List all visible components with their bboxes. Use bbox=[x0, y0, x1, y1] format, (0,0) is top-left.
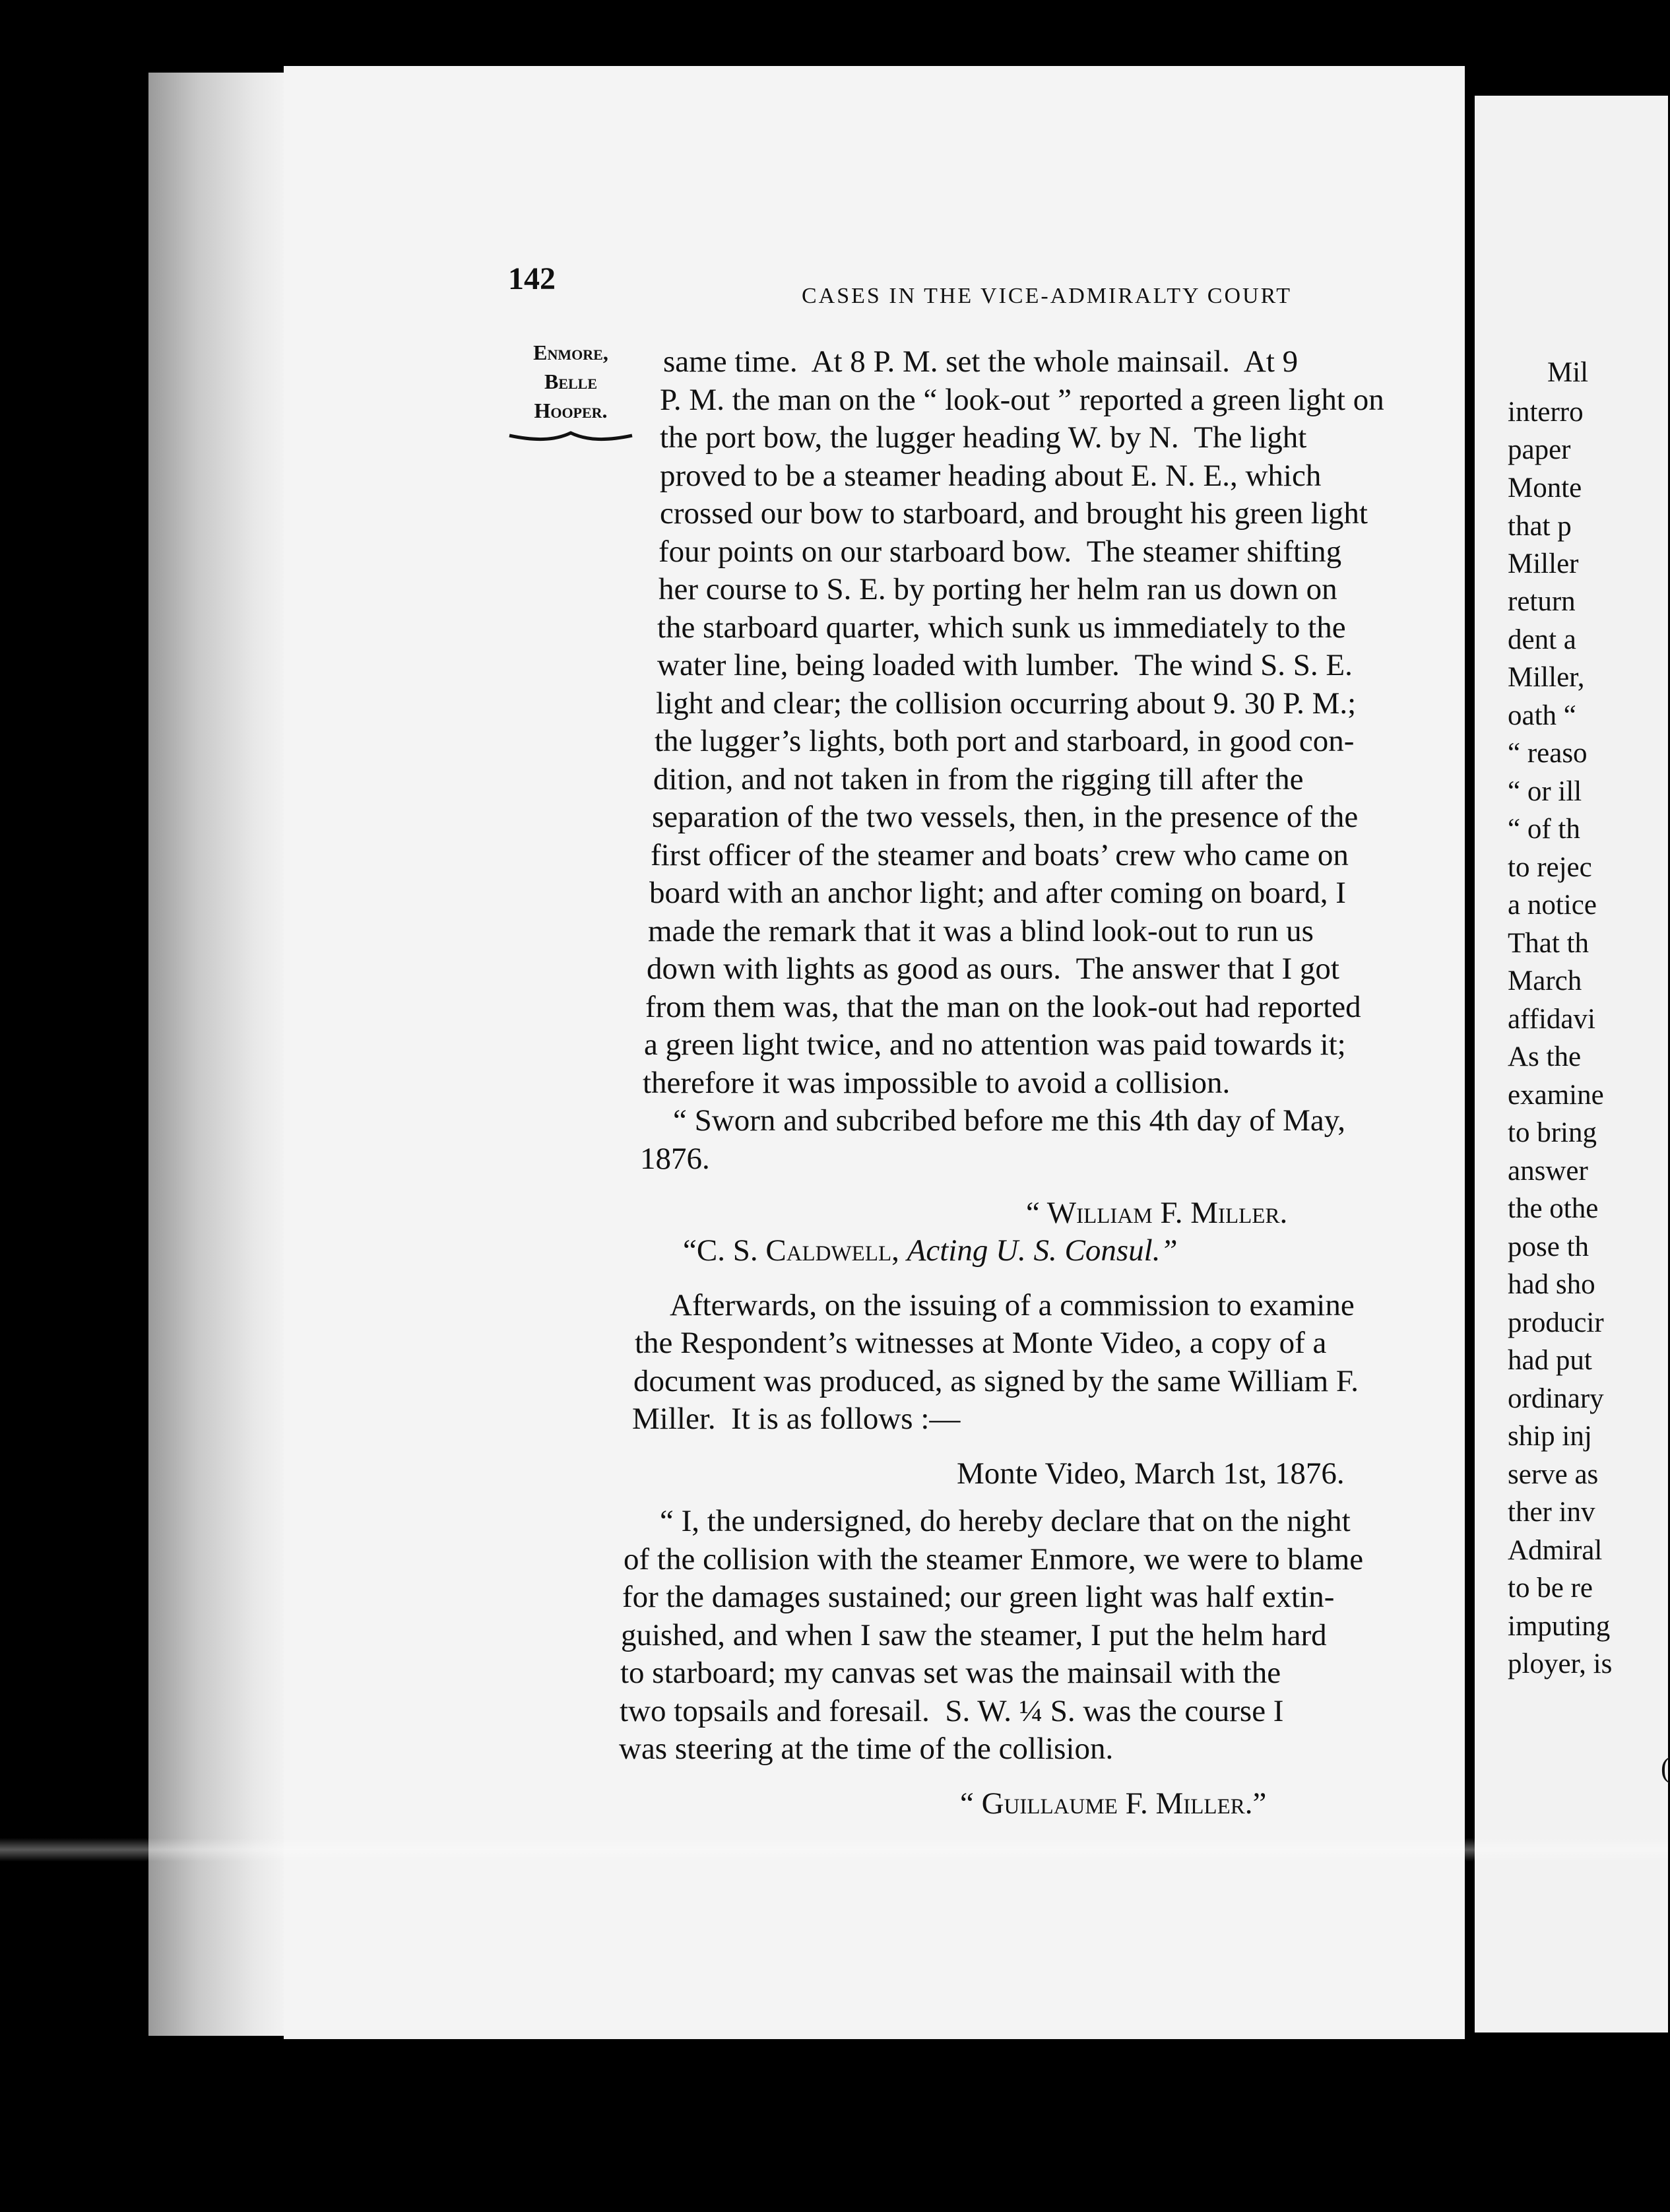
paragraph-line: Miller. It is as follows :— bbox=[632, 1402, 961, 1436]
body-line: separation of the two vessels, then, in the presence of the bbox=[652, 800, 1359, 834]
body-line: board with an anchor light; and after coming on board, I bbox=[649, 876, 1346, 910]
flourish-ornament bbox=[508, 428, 633, 442]
facing-line: paper bbox=[1508, 434, 1571, 465]
dateline: Monte Video, March 1st, 1876. bbox=[957, 1456, 1345, 1491]
declaration-line: for the damages sustained; our green light was half extin- bbox=[622, 1580, 1335, 1614]
facing-line: a notice bbox=[1508, 890, 1597, 921]
case-sidenote bbox=[505, 338, 637, 442]
facing-line: that p bbox=[1508, 511, 1572, 542]
facing-line: had sho bbox=[1508, 1269, 1595, 1300]
body-line: crossed our bow to starboard, and brought his green light bbox=[660, 496, 1368, 531]
page-edge bbox=[148, 73, 290, 2036]
facing-line: Miller, bbox=[1508, 662, 1585, 693]
facing-line: interro bbox=[1508, 397, 1584, 428]
signature-miller: “ William F. Miller. bbox=[1026, 1196, 1288, 1230]
facing-line: return bbox=[1508, 586, 1576, 617]
facing-line: Miller bbox=[1508, 548, 1579, 579]
facing-line: the othe bbox=[1508, 1193, 1599, 1224]
facing-line: imputing bbox=[1508, 1611, 1611, 1642]
body-line: therefore it was impossible to avoid a collision. bbox=[643, 1066, 1231, 1100]
scan-artifact bbox=[0, 1838, 1668, 1862]
body-line: four points on our starboard bow. The steamer shifting bbox=[658, 535, 1342, 569]
facing-line: “ of th bbox=[1508, 814, 1580, 845]
declaration-line: was steering at the time of the collision. bbox=[619, 1732, 1114, 1766]
body-line: P. M. the man on the “ look-out ” reported a green light on bbox=[660, 383, 1384, 417]
paragraph-line: document was produced, as signed by the same William F. bbox=[633, 1364, 1359, 1398]
facing-line: “ or ill bbox=[1508, 776, 1582, 807]
body-line: water line, being loaded with lumber. The wind S. S. E. bbox=[657, 648, 1353, 682]
facing-line: ship inj bbox=[1508, 1421, 1592, 1452]
sidenote-line: Enmore, bbox=[533, 341, 608, 364]
body-line: a green light twice, and no attention was paid towards it; bbox=[644, 1027, 1346, 1062]
consul-signature bbox=[683, 1235, 1178, 1266]
consul-title: Acting U. S. Consul.” bbox=[907, 1233, 1178, 1268]
facing-line: “ reaso bbox=[1508, 738, 1588, 769]
body-line: the lugger’s lights, both port and starboard, in good con- bbox=[655, 724, 1355, 758]
paragraph-line: the Respondent’s witnesses at Monte Video, a copy of a bbox=[635, 1326, 1327, 1360]
body-line: light and clear; the collision occurring about 9. 30 P. M.; bbox=[656, 686, 1357, 721]
facing-line: to rejec bbox=[1508, 852, 1592, 883]
facing-page-fragment: ( bbox=[1661, 1753, 1670, 1784]
facing-line: pose th bbox=[1508, 1231, 1590, 1262]
signature-guillaume: “ Guillaume F. Miller.” bbox=[960, 1786, 1267, 1821]
body-line: 1876. bbox=[640, 1142, 710, 1176]
facing-line: dent a bbox=[1508, 624, 1576, 655]
body-line: from them was, that the man on the look-out had reported bbox=[645, 990, 1361, 1024]
facing-line: to be re bbox=[1508, 1573, 1593, 1604]
facing-line: oath “ bbox=[1508, 700, 1576, 731]
facing-line: producir bbox=[1508, 1307, 1604, 1338]
consul-name: “C. S. Caldwell, bbox=[683, 1233, 907, 1268]
facing-line: Admiral bbox=[1508, 1535, 1603, 1566]
body-line: made the remark that it was a blind look-out to run us bbox=[648, 914, 1314, 948]
facing-line: ployer, is bbox=[1508, 1648, 1613, 1679]
facing-line: to bring bbox=[1508, 1117, 1597, 1148]
body-line: down with lights as good as ours. The answer that I got bbox=[647, 952, 1339, 986]
facing-line: As the bbox=[1508, 1041, 1582, 1072]
body-line: the starboard quarter, which sunk us immediately to the bbox=[657, 610, 1346, 645]
page-number: 142 bbox=[508, 261, 556, 296]
paragraph-line: Afterwards, on the issuing of a commission to examine bbox=[670, 1288, 1355, 1322]
facing-line: That th bbox=[1508, 928, 1589, 959]
declaration-line: to starboard; my canvas set was the mainsail with the bbox=[620, 1656, 1281, 1690]
sidenote-line: Hooper. bbox=[534, 399, 608, 422]
facing-line: Mil bbox=[1547, 357, 1589, 388]
facing-line: ordinary bbox=[1508, 1383, 1604, 1414]
facing-line: answer bbox=[1508, 1155, 1588, 1187]
body-line: proved to be a steamer heading about E. N. E., which bbox=[660, 459, 1322, 493]
declaration-line: of the collision with the steamer Enmore, we were to blame bbox=[624, 1542, 1364, 1577]
declaration-line: two topsails and foresail. S. W. ¼ S. was the course I bbox=[620, 1694, 1284, 1728]
facing-line: March bbox=[1508, 965, 1582, 996]
body-line: “ Sworn and subcribed before me this 4th day of May, bbox=[673, 1103, 1345, 1138]
facing-page bbox=[1475, 96, 1668, 2033]
body-line: the port bow, the lugger heading W. by N. The light bbox=[660, 420, 1307, 455]
body-line: her course to S. E. by porting her helm ran us down on bbox=[658, 572, 1337, 606]
body-line: same time. At 8 P. M. set the whole mainsail. At 9 bbox=[663, 344, 1299, 379]
declaration-line: “ I, the undersigned, do hereby declare that on the night bbox=[660, 1504, 1351, 1538]
facing-line: serve as bbox=[1508, 1459, 1599, 1490]
sidenote-line: Belle bbox=[544, 370, 598, 393]
facing-line: had put bbox=[1508, 1345, 1592, 1376]
facing-line: Monte bbox=[1508, 472, 1582, 504]
facing-line: examine bbox=[1508, 1080, 1604, 1111]
declaration-line: guished, and when I saw the steamer, I put the helm hard bbox=[621, 1618, 1327, 1652]
facing-line: ther inv bbox=[1508, 1497, 1595, 1528]
body-line: first officer of the steamer and boats’ crew who came on bbox=[651, 838, 1349, 872]
facing-line: affidavi bbox=[1508, 1004, 1595, 1035]
body-line: dition, and not taken in from the rigging till after the bbox=[653, 762, 1304, 797]
running-head: CASES IN THE VICE-ADMIRALTY COURT bbox=[802, 284, 1292, 308]
